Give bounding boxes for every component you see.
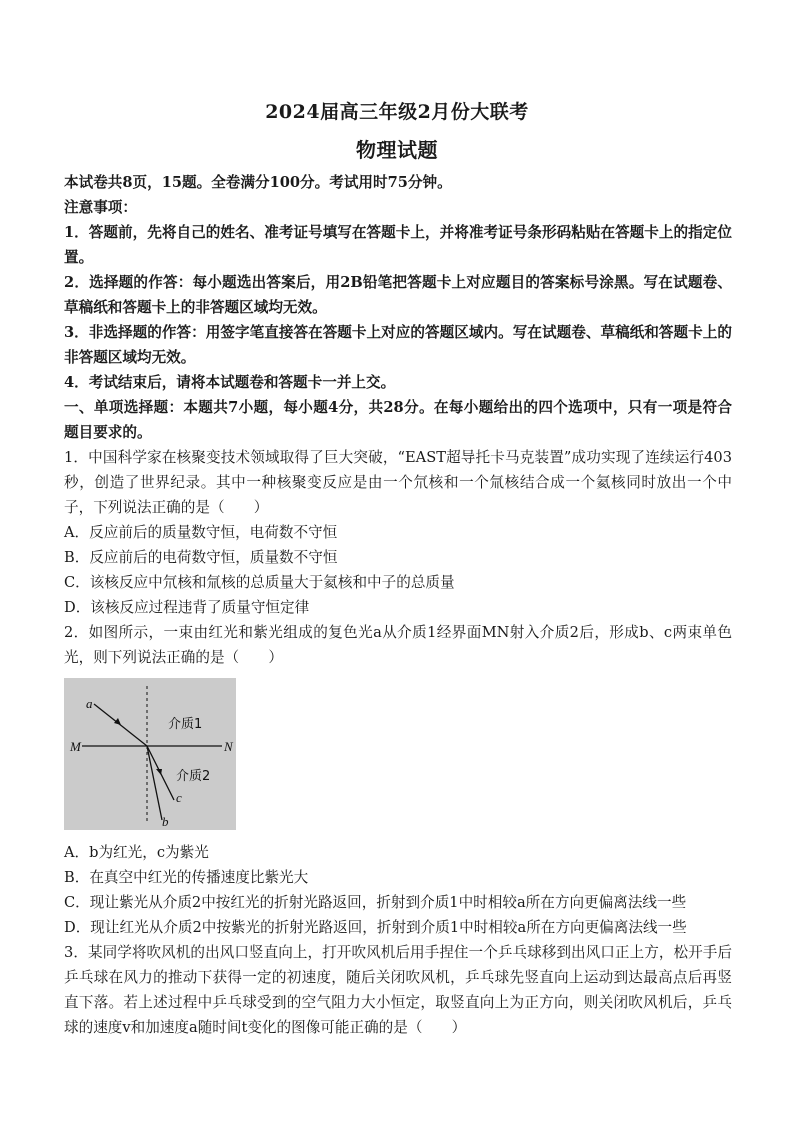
question-1-option-d: D．该核反应过程违背了质量守恒定律	[64, 599, 310, 616]
question-2-option-a: A．b为红光，c为紫光	[64, 844, 209, 861]
question-2-stem: 2．如图所示，一束由红光和紫光组成的复色光a从介质1经界面MN射入介质2后，形成b、c两束单色光，则下列说法正确的是（ ）	[64, 624, 732, 666]
question-2-option-b: B．在真空中红光的传播速度比紫光大	[64, 869, 309, 886]
question-2-option-c: C．现让紫光从介质2中按红光的折射光路返回，折射到介质1中时相较a所在方向更偏离法线一些	[64, 894, 687, 911]
question-2-option-d: D．现让红光从介质2中按紫光的折射光路返回，折射到介质1中时相较a所在方向更偏离法线一些	[64, 919, 687, 936]
subject-title: 物理试题	[356, 138, 438, 162]
label-medium-2: 介质2	[176, 769, 211, 784]
exam-intro: 本试卷共8页，15题。全卷满分100分。考试用时75分钟。	[64, 174, 452, 191]
notice-item-3: 3．非选择题的作答：用签字笔直接答在答题卡上对应的答题区域内。写在试题卷、草稿纸和答题卡上的非答题区域均无效。	[64, 324, 732, 366]
label-m: M	[70, 739, 81, 754]
question-1-option-b: B．反应前后的电荷数守恒，质量数不守恒	[64, 549, 338, 566]
label-a: a	[86, 696, 93, 711]
exam-title: 2024届高三年级2月份大联考	[265, 101, 529, 123]
notice-item-2: 2．选择题的作答：每小题选出答案后，用2B铅笔把答题卡上对应题目的答案标号涂黑。写在试题卷、草稿纸和答题卡上的非答题区域均无效。	[64, 274, 732, 316]
exam-content	[64, 170, 732, 1040]
label-c: c	[176, 790, 182, 805]
question-1-option-c: C．该核反应中氘核和氚核的总质量大于氦核和中子的总质量	[64, 574, 455, 591]
notice-item-1: 1．答题前，先将自己的姓名、准考证号填写在答题卡上，并将准考证号条形码粘贴在答题卡上的指定位置。	[64, 224, 732, 266]
refraction-figure	[64, 678, 236, 830]
question-1-option-a: A．反应前后的质量数守恒，电荷数不守恒	[64, 524, 338, 541]
notice-item-4: 4．考试结束后，请将本试题卷和答题卡一并上交。	[64, 374, 396, 391]
label-medium-1: 介质1	[168, 717, 203, 732]
label-b: b	[162, 814, 169, 829]
section-heading: 一、单项选择题：本题共7小题，每小题4分，共28分。在每小题给出的四个选项中，只有一项是符合题目要求的。	[64, 399, 732, 441]
question-1-stem: 1．中国科学家在核聚变技术领域取得了巨大突破，“EAST超导托卡马克装置”成功实现了连续运行403秒，创造了世界纪录。其中一种核聚变反应是由一个氘核和一个氚核结合成一个氦核同时放出一个中子，下列说法正确的是（ ）	[64, 449, 732, 516]
notice-heading: 注意事项：	[64, 199, 137, 216]
refraction-diagram	[64, 678, 236, 830]
label-n: N	[224, 739, 233, 754]
question-3-stem: 3．某同学将吹风机的出风口竖直向上，打开吹风机后用手捏住一个乒乓球移到出风口正上方，松开手后乒乓球在风力的推动下获得一定的初速度，随后关闭吹风机，乒乓球先竖直向上运动到达最高点后再竖直下落。若上述过程中乒乓球受到的空气阻力大小恒定，取竖直向上为正方向，则关闭吹风机后，乒乓球的速度v和加速度a随时间t变化的图像可能正确的是（ ）	[64, 944, 732, 1036]
